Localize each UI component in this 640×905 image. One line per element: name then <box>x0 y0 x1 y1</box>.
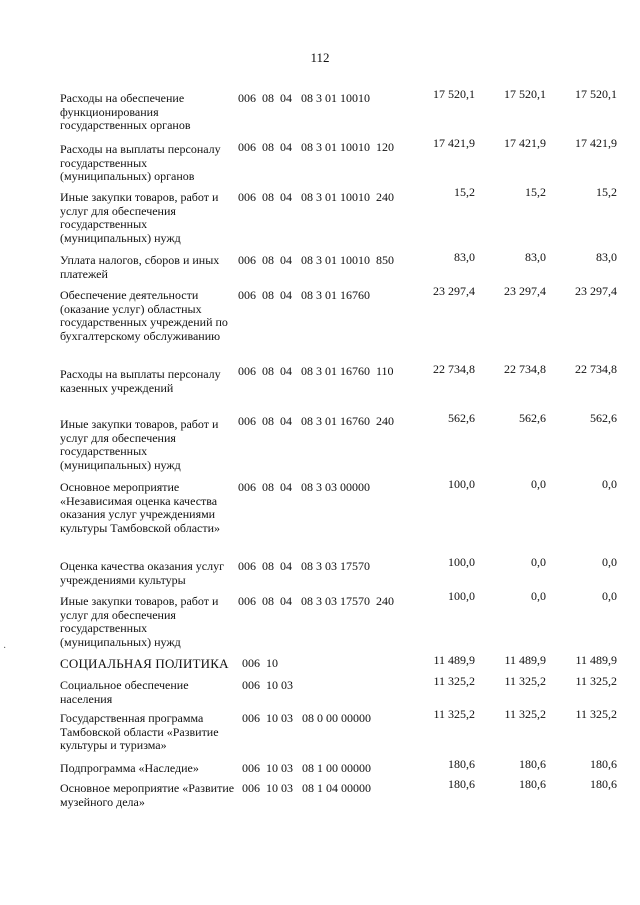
row-codes: 006 08 04 08 3 01 10010 <box>238 91 370 105</box>
row-codes: 006 08 04 08 3 01 10010 850 <box>238 253 394 267</box>
row-codes: 006 08 04 08 3 03 17570 240 <box>238 594 394 608</box>
row-name: Государственная программа Тамбовской области «Развитие культуры и туризма» <box>60 711 219 752</box>
row-value-3: 180,6 <box>590 777 617 791</box>
row-value-2: 180,6 <box>519 777 546 791</box>
row-name: Социальное обеспечение населения <box>60 678 189 706</box>
row-codes: 006 10 03 <box>242 678 293 692</box>
row-value-2: 11 325,2 <box>504 674 546 688</box>
row-value-2: 180,6 <box>519 757 546 771</box>
scan-mark: · <box>3 643 7 654</box>
row-value-3: 23 297,4 <box>575 284 617 298</box>
row-codes: 006 08 04 08 3 01 16760 110 <box>238 364 394 378</box>
row-value-3: 11 325,2 <box>575 674 617 688</box>
row-value-3: 15,2 <box>596 185 617 199</box>
row-value-3: 11 489,9 <box>575 653 617 667</box>
row-value-3: 562,6 <box>590 411 617 425</box>
row-value-2: 11 325,2 <box>504 707 546 721</box>
row-value-2: 22 734,8 <box>504 362 546 376</box>
row-value-2: 11 489,9 <box>504 653 546 667</box>
row-codes: 006 08 04 08 3 01 10010 240 <box>238 190 394 204</box>
row-name: Основное мероприятие «Развитие музейного дела» <box>60 781 235 809</box>
row-value-1: 23 297,4 <box>433 284 475 298</box>
row-codes: 006 08 04 08 3 01 16760 <box>238 288 370 302</box>
row-value-2: 0,0 <box>531 589 546 603</box>
row-name: Иные закупки товаров, работ и услуг для обеспечения государственных (муниципальных) нужд <box>60 594 219 649</box>
row-value-1: 100,0 <box>448 477 475 491</box>
page-number: 112 <box>310 50 330 65</box>
row-codes: 006 08 04 08 3 03 17570 <box>238 559 370 573</box>
row-value-3: 0,0 <box>602 477 617 491</box>
row-value-3: 22 734,8 <box>575 362 617 376</box>
row-name: Иные закупки товаров, работ и услуг для обеспечения государственных (муниципальных) нужд <box>60 190 219 245</box>
row-value-1: 180,6 <box>448 757 475 771</box>
row-name: Расходы на обеспечение функционирования государственных органов <box>60 91 191 132</box>
row-codes: 006 10 <box>242 656 278 670</box>
row-value-1: 15,2 <box>454 185 475 199</box>
row-value-3: 83,0 <box>596 250 617 264</box>
row-value-2: 23 297,4 <box>504 284 546 298</box>
row-codes: 006 10 03 08 1 00 00000 <box>242 761 371 775</box>
row-name: Расходы на выплаты персоналу казенных учреждений <box>60 367 221 395</box>
row-codes: 006 10 03 08 0 00 00000 <box>242 711 371 725</box>
row-name: Иные закупки товаров, работ и услуг для обеспечения государственных (муниципальных) нужд <box>60 417 219 472</box>
row-codes: 006 08 04 08 3 01 16760 240 <box>238 414 394 428</box>
row-codes: 006 08 04 08 3 03 00000 <box>238 480 370 494</box>
row-value-1: 22 734,8 <box>433 362 475 376</box>
row-value-1: 180,6 <box>448 777 475 791</box>
row-value-3: 17 421,9 <box>575 136 617 150</box>
row-value-1: 11 325,2 <box>433 674 475 688</box>
row-value-3: 17 520,1 <box>575 87 617 101</box>
row-name: Уплата налогов, сборов и иных платежей <box>60 253 220 281</box>
row-codes: 006 08 04 08 3 01 10010 120 <box>238 140 394 154</box>
row-value-3: 180,6 <box>590 757 617 771</box>
row-value-1: 11 325,2 <box>433 707 475 721</box>
row-name: Обеспечение деятельности (оказание услуг) областных государственных учреждений по бухгалтерскому обслуживанию <box>60 288 228 343</box>
row-name: Основное мероприятие «Независимая оценка качества оказания услуг учреждениями культуры Тамбовской области» <box>60 480 221 535</box>
row-value-2: 0,0 <box>531 555 546 569</box>
row-value-2: 562,6 <box>519 411 546 425</box>
row-value-1: 17 520,1 <box>433 87 475 101</box>
row-value-2: 0,0 <box>531 477 546 491</box>
row-value-1: 11 489,9 <box>433 653 475 667</box>
row-value-2: 15,2 <box>525 185 546 199</box>
row-name: СОЦИАЛЬНАЯ ПОЛИТИКА <box>60 656 229 671</box>
row-value-1: 562,6 <box>448 411 475 425</box>
row-name: Подпрограмма «Наследие» <box>60 761 199 775</box>
row-value-2: 17 520,1 <box>504 87 546 101</box>
row-value-1: 100,0 <box>448 555 475 569</box>
row-value-1: 83,0 <box>454 250 475 264</box>
row-value-3: 0,0 <box>602 555 617 569</box>
row-name: Расходы на выплаты персоналу государственных (муниципальных) органов <box>60 142 221 183</box>
row-name: Оценка качества оказания услуг учреждениями культуры <box>60 559 225 587</box>
row-value-3: 0,0 <box>602 589 617 603</box>
row-value-1: 100,0 <box>448 589 475 603</box>
row-codes: 006 10 03 08 1 04 00000 <box>242 781 371 795</box>
row-value-2: 17 421,9 <box>504 136 546 150</box>
row-value-2: 83,0 <box>525 250 546 264</box>
row-value-3: 11 325,2 <box>575 707 617 721</box>
row-value-1: 17 421,9 <box>433 136 475 150</box>
